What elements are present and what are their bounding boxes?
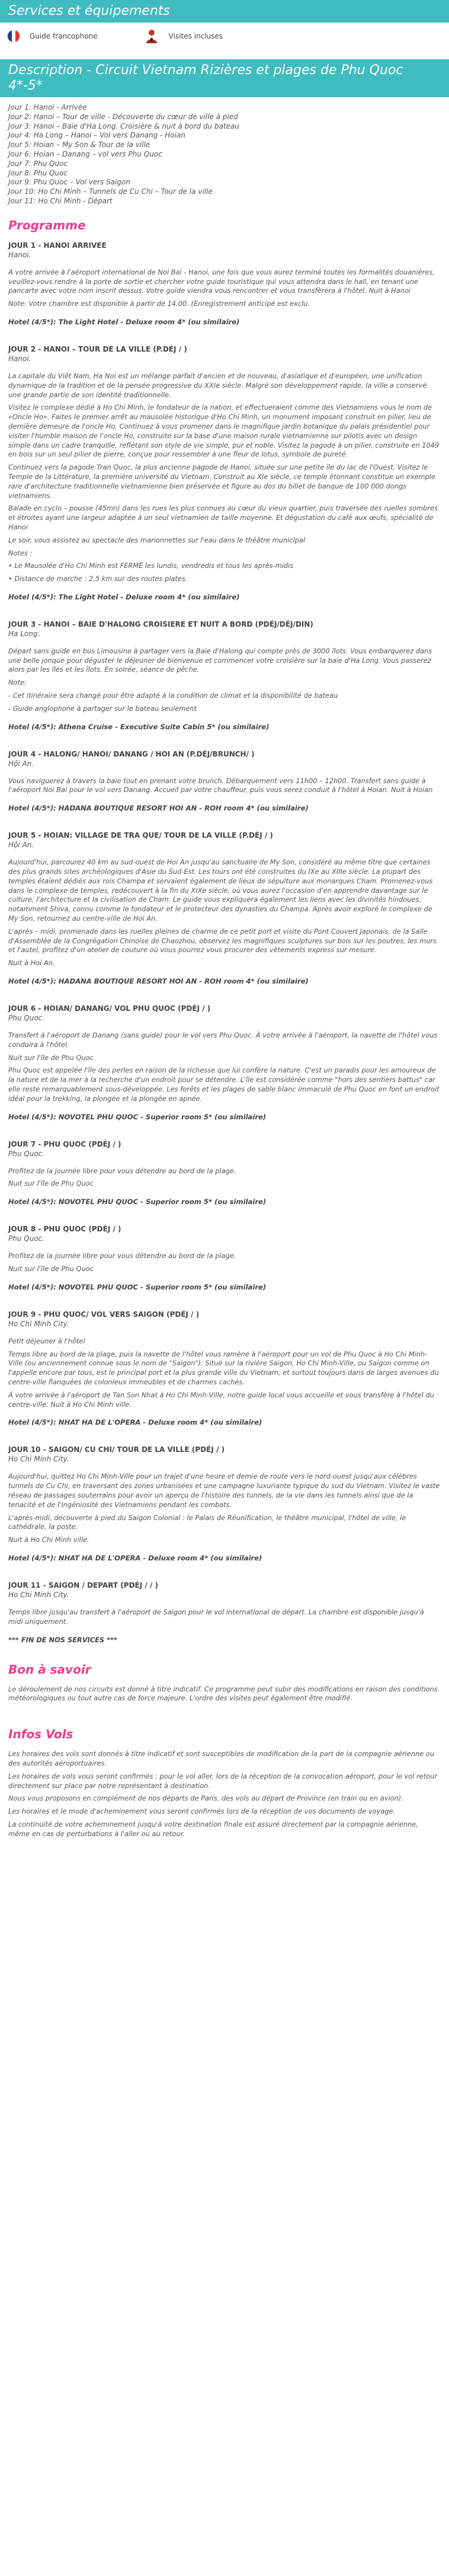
guide-person-icon: [145, 29, 158, 43]
day-paragraph: A votre arrivée à l'aéroport international de Noi Bai - Hanoi, une fois que vous aurez terminé toutes les formalités douanières, veuillez-vous rendre à la porte de sortie et chercher votre guide touristique qui vous attendra dans le hall, en tenant une pancarte avec votre nom inscrit dessus. Votre guide viendra vous rencontrer et vous transfèrera à l'hôtel. Nuit à Hanoi: [8, 267, 435, 295]
day-paragraph: Vous naviguerez à travers la baie tout en prenant votre brunch. Débarquement vers 11h00 – 12h00. Transfert sans guide à l'aéroport Noi Bai pour le vol vers Danang. Accueil par votre chauffeur, puis vous serez conduit à l'hôtel à Hoian. Nuit à Hoian: [8, 776, 433, 794]
day-place: Ha Long.: [8, 629, 40, 638]
day-title: JOUR 6 - HOIAN/ DANANG/ VOL PHU QUOC (PDÉJ / ): [8, 1004, 211, 1013]
programme-day: [0, 620, 449, 732]
description-header: Description - Circuit Vietnam Rizières et plages de Phu Quoc 4*-5*: [0, 59, 449, 97]
day-hotel: Hotel (4/5*): NOVOTEL PHU QUOC - Superior room 5* (ou similaire): [8, 1198, 267, 1206]
day-paragraph: Note:: [8, 678, 27, 687]
day-paragraph: Nuit à Ho Chi Minh ville.: [8, 1536, 89, 1544]
service-label-guide: Guide francophone: [30, 32, 98, 40]
day-place: Hanoi.: [8, 250, 31, 259]
day-place: Hanoi.: [8, 354, 31, 363]
programme-day: [0, 1004, 449, 1122]
day-paragraph: Phu Quoc est appelée l'île des perles en raison de la richesse que lui confère la nature. C'est un paradis pour les amoureux de la nature et de la mer à la recherche d'un endroit pour se détendre. L'île est considérée comme "hors des sentiers battus" car elle reste remarquablement sous-développée. Les forêts et les plages de sable blanc immaculé de Phu Quoc en font un endroit idéal pour la trekking, la plongée et la plongée en apnée.: [8, 1066, 440, 1103]
day-paragraph: • Distance de marche : 2,5 km sur des routes plates.: [8, 574, 188, 583]
day-list-item: Jour 9: Phu Quoc – Vol vers Saigon: [8, 178, 130, 187]
day-title: JOUR 11 - SAIGON / DEPART (PDÉJ / / ): [8, 1581, 158, 1589]
day-paragraph: Nuit à Hoi An.: [8, 959, 55, 968]
services-list: [0, 23, 449, 50]
service-item-guide: [7, 30, 98, 43]
infos-vols-text: [0, 1750, 449, 1838]
day-hotel: Hotel (4/5*): HADANA BOUTIQUE RESORT HOI AN - ROH room 4* (ou similaire): [8, 977, 309, 986]
day-hotel: Hotel (4/5*): The Light Hotel - Deluxe room 4* (ou similaire): [8, 592, 240, 601]
service-item-visits: [145, 29, 223, 43]
day-list-item: Jour 11: Ho Chi Minh - Départ: [8, 196, 113, 205]
day-list-item: Jour 6: Hoian – Danang – vol vers Phu Quoc: [8, 149, 162, 158]
day-hotel: Hotel (4/5*): NHAT HA DE L'OPERA - Deluxe room 4* (ou similaire): [8, 1418, 262, 1427]
day-hotel: Hotel (4/5*): NOVOTEL PHU QUOC - Superior room 5* (ou similaire): [8, 1112, 267, 1121]
day-place: Phu Quoc.: [8, 1014, 45, 1023]
programme-day: [0, 1224, 449, 1292]
day-paragraph: À votre arrivée à l'aéroport de Tan Son Nhat à Ho Chi Minh-Ville, notre guide local vous accueille et vous transfère à l'hôtel du centre-ville. Nuit à Ho Chi Minh ville.: [8, 1390, 434, 1409]
day-list-item: Jour 2: Hanoi – Tour de ville - Découverte du cœur de ville à pied: [8, 112, 238, 121]
day-paragraph: Nuit sur l'île de Phu Quoc: [8, 1179, 94, 1188]
day-paragraph: Balade en cyclo – pousse (45mn) dans les rues les plus connues au cœur du vieux quartier, puis traversée des ruelles sombres et étroites ayant une largeur adaptée à un seul vietnamien de taille moyenne. Et dégustation du café aux œufs, spécialité de Hanoi: [8, 504, 438, 531]
day-paragraph: Le soir, vous assistez au spectacle des marionnettes sur l'eau dans le théâtre municipal: [8, 535, 306, 544]
day-hotel: Hotel (4/5*): HADANA BOUTIQUE RESORT HOI AN - ROH room 4* (ou similaire): [8, 804, 309, 813]
end-of-services: *** FIN DE NOS SERVICES ***: [8, 1635, 117, 1644]
service-label-visits: Visites incluses: [168, 32, 223, 40]
day-paragraph: - Cet itinéraire sera changé pour être adapté à la condition de climat et la disponibilité de bateau: [8, 691, 338, 700]
day-paragraph: Temps libre au bord de la plage, puis la navette de l'hôtel vous ramène à l'aéroport pour un vol de Phu Quoc à Ho Chi Minh-Ville (ou anciennement connue sous le nom de "Saigon"). Situé sur la rivière Saigon, Ho Chi Minh-Ville, ou Saigon comme on l'appelle encore par tous, est le principal port et la plus grande ville du Vietnam, et surtout toujours dans de larges avenues du centre-ville flanquées de colonieux immeubles et de charmes cachés.: [8, 1349, 439, 1386]
day-paragraph: Transfert à l'aéroport de Danang (sans guide) pour le vol vers Phu Quoc. À votre arrivée à l'aéroport, la navette de l'hôtel vous conduira à l'hôtel.: [8, 1031, 438, 1049]
infos-vols-paragraph: Les horaires des vols sont donnés à titre indicatif et sont susceptibles de modification de la part de la compagnie aérienne ou des autorités aéroportuaires.: [8, 1750, 435, 1767]
day-paragraph: - Guide anglophone à partager sur le bateau seulement: [8, 704, 197, 713]
programme-day: [0, 1139, 449, 1207]
day-list-item: Jour 5: Hoian – My Son & Tour de la ville: [8, 141, 150, 149]
bon-a-savoir-paragraph: Le déroulement de nos circuits est donné à titre indicatif. Ce programme peut subir des modifications en raison des conditions météorologiques ou tout autre cas de force majeure. L'ordre des visites peut également être modifié.: [8, 1684, 438, 1703]
infos-vols-paragraph: Les horaires et le mode d'acheminement vous seront confirmés lors de la réception de vos documents de voyage.: [8, 1807, 396, 1816]
day-title: JOUR 9 - PHU QUOC/ VOL VERS SAIGON (PDÉJ / ): [8, 1310, 200, 1319]
day-place: Ho Chi Minh City.: [8, 1590, 69, 1599]
infos-vols-paragraph: Nous vous proposons en complément de nos départs de Paris, des vols au départ de Province (en train ou en avion).: [8, 1794, 403, 1803]
day-title: JOUR 10 - SAIGON/ CU CHI/ TOUR DE LA VILLE (PDÉJ / ): [8, 1445, 225, 1454]
day-list-item: Jour 3: Hanoi – Baie d'Ha Long. Croisière & nuit à bord du bateau: [8, 122, 239, 130]
day-place: Ho Chi Minh City.: [8, 1455, 69, 1464]
day-place: Hội An.: [8, 841, 34, 850]
day-place: Phu Quoc.: [8, 1149, 45, 1158]
day-place: Phu Quoc.: [8, 1234, 45, 1243]
day-list-item: Jour 8: Phu Quoc: [8, 168, 68, 177]
day-paragraph: Continuez vers la pagode Tran Quoc, la plus ancienne pagode de Hanoi, située sur une petite île du lac de l'Ouest. Visitez le Temple de la Littérature, la première université du Vietnam. Construit au XIe siècle, ce temple étonnant constitue un exemple rare d'architecture traditionnelle vietnamienne bien préservée et figure au dos du billet de banque de 100 000 dongs vietnamiens.: [8, 463, 435, 500]
day-paragraph: La capitale du Viêt Nam, Ha Noi est un mélange parfait d'ancien et de nouveau, d'asiatique et d'européen, une unification dynamique de la tradition et de la pensée progressive du XXIe siècle. Malgré son développement rapide, la ville a conservé une grande partie de son identité traditionnelle.: [8, 371, 427, 399]
day-list-item: Jour 7: Phu Quoc: [8, 159, 68, 168]
day-paragraph: Petit déjeuner à l'hôtel: [8, 1336, 85, 1345]
day-hotel: Hotel (4/5*): The Light Hotel - Deluxe room 4* (ou similaire): [8, 317, 240, 326]
day-title: JOUR 1 - HANOI ARRIVEE: [8, 241, 107, 250]
day-title: JOUR 5 - HOIAN: VILLAGE DE TRA QUE/ TOUR DE LA VILLE (P.DÉJ / ): [8, 831, 273, 840]
day-place: Hội An.: [8, 759, 34, 768]
programme-day: [0, 1310, 449, 1428]
day-title: JOUR 3 - HANOI – BAIE D'HALONG CROISIERE ET NUIT A BORD (PDÉJ/DÉJ/DIN): [8, 620, 313, 628]
programme-title: Programme: [8, 218, 86, 232]
day-paragraph: Profitez de la journée libre pour vous détendre au bord de la plage.: [8, 1252, 236, 1260]
bon-a-savoir-title: Bon à savoir: [8, 1662, 91, 1677]
programme-day: [0, 749, 449, 813]
day-paragraph: Nuit sur l'île de Phu Quoc: [8, 1053, 94, 1062]
infos-vols-title: Infos Vols: [8, 1727, 73, 1742]
day-paragraph: Profitez de la journée libre pour vous détendre au bord de la plage.: [8, 1166, 236, 1175]
day-title: JOUR 2 - HANOI – TOUR DE LA VILLE (P.DÉJ / ): [8, 344, 187, 353]
day-title: JOUR 7 - PHU QUOC (PDÉJ / ): [8, 1139, 121, 1148]
day-paragraph: Aujourd'hui, quittez Ho Chi Minh-Ville pour un trajet d'une heure et demie de route vers le nord-ouest jusqu'aux célèbres tunnels de Cu Chi, en traversant des zones urbanisées et une campagne luxuriante typique du sud du Vietnam. Visitez le vaste réseau de passages souterrains pour avoir un aperçu de l'histoire des tunnels, de la vie dans les tunnels ainsi que de la tenacité et de l'ingéniosité des Vietnamiens pendant les combats.: [8, 1472, 440, 1509]
day-list-item: Jour 10: Ho Chi Minh – Tunnels de Cu Chi – Tour de la ville: [8, 187, 213, 196]
bon-a-savoir-text: [0, 1685, 449, 1704]
day-list-item: Jour 4: Ha Long – Hanoi – Vol vers Danang - Hoian: [8, 131, 185, 140]
programme-day: [0, 831, 449, 986]
day-paragraph: Visitez le complexe dédié à Ho Chi Minh, le fondateur de la nation, et effectueraient comme des Vietnamiens vous le nom de «Oncle Ho». Faites le premier arrêt au mausolée historique d'Ho Chi Minh, un monument imposant construit en pilier, lieu de dernière demeure de l'oncle Ho. Continuez à vous promener dans le magnifique jardin botanique du palais présidentiel pour visiter l'humble maison de l'oncle Ho, construite sur la base d'une maison rurale vietnamienne sur pilotis avec un design simple dans un cadre tranquille, reflétant son style de vie simple, pur et noble. Visitez la pagode à un pilier, construite en 1049 en bois sur un seul pilier de pierre, conçue pour ressembler à une fleur de lotus, symbole de pureté.: [8, 403, 440, 459]
infos-vols-paragraph: La continuité de votre acheminement jusqu'à votre destination finale est assuré directement par la compagnie aérienne, même en cas de perturbations à l'aller ou au retour.: [8, 1820, 418, 1838]
programme-day: [0, 1445, 449, 1563]
day-place: Ho Chi Minh City.: [8, 1319, 69, 1328]
day-list: [0, 97, 449, 206]
services-header: Services et équipements: [0, 0, 449, 23]
day-list-item: Jour 1: Hanoi - Arrivée: [8, 103, 87, 111]
day-hotel: Hotel (4/5*): Athena Cruise - Executive Suite Cabin 5* (ou similaire): [8, 722, 270, 731]
day-paragraph: Notes :: [8, 548, 33, 557]
day-paragraph: Temps libre jusqu'au transfert à l'aéroport de Saigon pour le vol international de départ. La chambre est disponible jusqu'à midi uniquement.: [8, 1607, 424, 1626]
infos-vols-paragraph: Les horaires de vols vous seront confirmés : pour le vol aller, lors de la réception de la convocation aéroport, pour le vol retour directement sur place par notre représentant à destination.: [8, 1771, 438, 1790]
french-flag-icon: [7, 30, 20, 43]
day-paragraph: L'après-midi, découverte à pied du Saigon Colonial : le Palais de Réunification, le théâtre municipal, l'hôtel de ville, le cathédrale, la poste.: [8, 1513, 406, 1531]
day-hotel: Hotel (4/5*): NOVOTEL PHU QUOC - Superior room 5* (ou similaire): [8, 1282, 267, 1291]
day-paragraph: L'après – midi, promenade dans les ruelles pleines de charme de ce petit port et visite du Pont Couvert Japonais, de la Salle d'Assemblée de la Congrégation Chinoise de Chaozhou, observez les magnifiques sculptures sur bois sur les poutres, les murs et l'autel, profitez d'un atelier de couture où vous pourrez vous procurer des vêtements express sur mesure.: [8, 927, 437, 955]
day-paragraph: Aujourd'hui, parcourez 40 km au sud-ouest de Hoi An jusqu'au sanctuaire de My Son, considéré au même titre que certaines des plus grands sites archéologiques d'Asie du Sud-Est. Les tours ont été construites du IXe au XIIIe siècle. La plupart des temples étaient dédiés aux rois Champa et servaient également de lieux de sépulture aux monarques Cham. Promenez-vous dans le complexe de temples, redécouvert à la fin du XIXe siècle, où vous aurez l'occasion d'en apprendre davantage sur le culture, l'architecture et la civilisation de Cham. Le guide vous expliquera également les liens avec les divinités hindoues, notamment Shiva, connu comme le fondateur et le protecteur des dynasties du Champa. Après avoir exploré le complexe de My Son, retournez au centre-ville de Hoi An.: [8, 858, 433, 923]
day-paragraph: Départ sans guide en bus Limousine à partager vers la Baie d'Halong qui compte près de 3000 îlots. Vous embarquerez dans une belle jonque pour déguster le déjeuner de bienvenue et commencer votre croisière sur la baie d'Ha Long. Vous passerez alors par les îles et les îlots. En soirée, séance de pêche.: [8, 646, 432, 674]
programme-day: [0, 1581, 449, 1627]
day-hotel: Hotel (4/5*): NHAT HA DE L'OPERA - Deluxe room 4* (ou similaire): [8, 1553, 262, 1562]
programme-day: [0, 241, 449, 327]
programme-days: [0, 241, 449, 1627]
day-paragraph: • Le Mausolée d'Ho Chi Minh est FERMÉ les lundis, vendredis et tous les après-midis: [8, 561, 294, 570]
day-title: JOUR 4 - HALONG/ HANOI/ DANANG / HOI AN (P.DÉJ/BRUNCH/ ): [8, 749, 255, 758]
day-title: JOUR 8 - PHU QUOC (PDÉJ / ): [8, 1225, 121, 1234]
day-paragraph: Nuit sur l'île de Phu Quoc: [8, 1265, 94, 1273]
programme-day: [0, 344, 449, 602]
day-paragraph: Note: Votre chambre est disponible à partir de 14.00. (Enregistrement anticipé est exclu.: [8, 299, 310, 308]
